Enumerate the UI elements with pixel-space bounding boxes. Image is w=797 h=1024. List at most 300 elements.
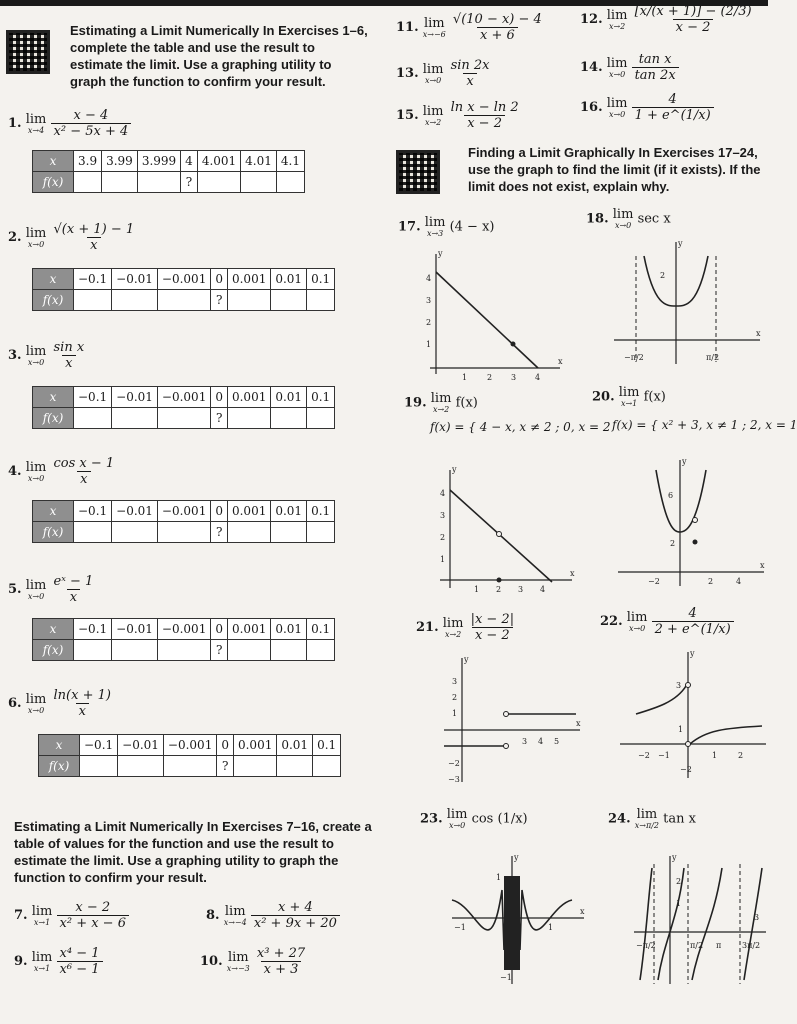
- tick-label: 3: [452, 677, 458, 686]
- lim-label: lim: [25, 577, 47, 593]
- problem-9: [14, 946, 103, 977]
- lim-label: lim: [422, 61, 444, 77]
- tick-label: −2: [680, 765, 692, 774]
- limit-expression: f(x): [643, 389, 666, 405]
- lim-sub: x→1: [33, 917, 51, 927]
- tick-label: 2: [440, 533, 446, 542]
- table-cell[interactable]: [163, 756, 216, 777]
- table-cell: 4: [181, 151, 198, 172]
- lim-sub: x→2: [432, 405, 450, 414]
- problem-number: 8.: [206, 908, 220, 923]
- lim-sub: x→π/2: [634, 821, 660, 830]
- denominator: x − 2: [464, 115, 505, 131]
- tick-label: 1: [712, 751, 718, 760]
- axis-label-y: y: [672, 853, 677, 862]
- lim-label: lim: [224, 903, 246, 919]
- table-cell: −0.1: [80, 735, 118, 756]
- lim-label: lim: [25, 343, 47, 359]
- open-point: [504, 712, 509, 717]
- graph-17: [410, 246, 570, 382]
- problem-20: [592, 386, 666, 408]
- table-cell[interactable]: [74, 522, 112, 543]
- problem-1: [8, 108, 131, 139]
- numerator: x⁴ − 1: [59, 946, 100, 961]
- lim-sub: x→2: [608, 21, 626, 31]
- table-cell: 3.99: [102, 151, 138, 172]
- table-cell: 0.1: [307, 619, 335, 640]
- table-x-header: x: [33, 619, 74, 640]
- table-x-header: x: [39, 735, 80, 756]
- tick-label: 2: [487, 373, 493, 382]
- lim-sub: x→0: [27, 705, 45, 715]
- table-cell[interactable]: [277, 756, 313, 777]
- table-cell: 0.001: [227, 501, 270, 522]
- problem-19: [404, 392, 478, 414]
- tan-branch: [692, 868, 722, 980]
- table-cell: −0.001: [163, 735, 216, 756]
- numerator: |x − 2|: [470, 612, 515, 627]
- numerator: x − 2: [75, 900, 111, 915]
- tick-label: 1: [496, 873, 502, 882]
- lim-label: lim: [424, 215, 446, 230]
- tick-label: 5: [554, 737, 560, 746]
- lim-label: lim: [25, 111, 47, 127]
- problem-3: [8, 340, 87, 371]
- problem-16: [580, 92, 714, 123]
- group3-instructions: [468, 144, 768, 195]
- table-cell[interactable]: [271, 290, 307, 311]
- table-cell: −0.1: [74, 269, 112, 290]
- denominator: x: [87, 237, 100, 253]
- problem-number: 11.: [396, 20, 419, 35]
- numerator: sin x: [53, 340, 85, 355]
- closed-point: [497, 578, 502, 583]
- denominator: x: [62, 355, 75, 371]
- lim-label: lim: [606, 7, 628, 23]
- group1-text: In Exercises 1–6, complete the table and use the result to estimate the limit. Use a graphing utility to graph the function to confirm your result.: [70, 23, 368, 89]
- problem-number: 5.: [8, 582, 22, 597]
- lim-label: lim: [618, 385, 640, 400]
- denominator: x² + 9x + 20: [251, 915, 340, 931]
- open-point: [497, 532, 502, 537]
- graph-18: [610, 236, 768, 376]
- lim-sub: x→0: [614, 221, 632, 230]
- table-fx-header: f(x): [33, 290, 74, 311]
- tick-label: 3: [676, 681, 682, 690]
- table-cell[interactable]: [307, 290, 335, 311]
- table-cell[interactable]: [157, 640, 210, 661]
- problem-number: 6.: [8, 696, 22, 711]
- lim-label: lim: [606, 55, 628, 71]
- denominator: x: [463, 73, 476, 89]
- numerator: [x/(x + 1)] − (2/3): [634, 4, 752, 19]
- axis-label-y: y: [678, 239, 683, 248]
- tick-label: 4: [440, 489, 446, 498]
- table-cell: ?: [211, 640, 228, 661]
- tick-label: π: [716, 941, 722, 950]
- tick-label: 3: [522, 737, 528, 746]
- table-cell: 4.01: [241, 151, 277, 172]
- lim-label: lim: [423, 15, 445, 31]
- table-x-header: x: [33, 269, 74, 290]
- problem-number: 15.: [396, 108, 419, 123]
- tan-branch: [744, 868, 762, 980]
- numerator: x + 4: [278, 900, 313, 915]
- table-cell[interactable]: [307, 408, 335, 429]
- lim-label: lim: [606, 95, 628, 111]
- lim-sub: x→3: [426, 229, 444, 238]
- table-cell[interactable]: [112, 408, 158, 429]
- problem-6: [8, 688, 114, 719]
- lim-sub: x→1: [620, 399, 638, 408]
- tick-label: −1: [500, 973, 512, 982]
- lim-label: lim: [227, 949, 249, 965]
- table-cell: ?: [211, 522, 228, 543]
- table-cell[interactable]: [233, 756, 276, 777]
- table-cell[interactable]: [227, 640, 270, 661]
- table-cell: −0.1: [74, 501, 112, 522]
- lim-sub: x→0: [27, 473, 45, 483]
- table-x-header: x: [33, 151, 74, 172]
- problem-number: 14.: [580, 60, 603, 75]
- problem-number: 21.: [416, 620, 439, 635]
- lim-sub: x→−6: [422, 29, 446, 39]
- problem-17: [398, 216, 494, 238]
- graph-19: [420, 464, 580, 600]
- tick-label: π/2: [706, 353, 720, 362]
- table-cell: 0.01: [271, 269, 307, 290]
- line-curve: [436, 272, 538, 368]
- point-marker: [511, 342, 516, 347]
- problem-23: [420, 808, 528, 830]
- table-cell[interactable]: [118, 756, 164, 777]
- tick-label: 3: [426, 296, 432, 305]
- value-table-2: [32, 268, 335, 311]
- open-point: [686, 683, 691, 688]
- tick-label: 4: [538, 737, 544, 746]
- table-cell: 4.1: [276, 151, 304, 172]
- table-cell[interactable]: [157, 408, 210, 429]
- table-cell[interactable]: [74, 172, 102, 193]
- tick-label: 3: [511, 373, 517, 382]
- qr-code-1[interactable]: [6, 30, 50, 74]
- table-cell[interactable]: [157, 290, 210, 311]
- table-cell: 3.999: [137, 151, 180, 172]
- table-cell[interactable]: [313, 756, 341, 777]
- table-cell[interactable]: [227, 522, 270, 543]
- graph-22: [616, 648, 768, 784]
- table-cell[interactable]: [227, 290, 270, 311]
- problem-number: 9.: [14, 954, 28, 969]
- table-cell[interactable]: [271, 408, 307, 429]
- denominator: tan 2x: [632, 67, 679, 83]
- group3-text: In Exercises 17–24, use the graph to find the limit (if it exists). If the limit does not exist, explain why.: [468, 145, 761, 194]
- problem-number: 4.: [8, 464, 22, 479]
- table-cell: 0.01: [271, 501, 307, 522]
- table-cell[interactable]: [112, 640, 158, 661]
- tick-label: 2: [660, 271, 666, 280]
- numerator: √(x + 1) − 1: [53, 222, 135, 237]
- group1-instructions: [70, 22, 370, 90]
- table-cell[interactable]: [112, 290, 158, 311]
- table-cell[interactable]: [307, 522, 335, 543]
- table-cell[interactable]: [112, 522, 158, 543]
- numerator: x − 4: [73, 108, 109, 123]
- lim-sub: x→−4: [223, 917, 247, 927]
- problem-number: 19.: [404, 395, 427, 411]
- right-branch: [690, 726, 762, 744]
- problem-2: [8, 222, 137, 253]
- axis-label-y: y: [690, 649, 695, 658]
- value-table-3: [32, 386, 335, 429]
- table-cell: −0.1: [74, 619, 112, 640]
- table-cell[interactable]: [137, 172, 180, 193]
- tan-branch: [640, 868, 652, 980]
- denominator: x: [67, 589, 80, 605]
- tick-label: 2: [708, 577, 714, 586]
- problem-number: 12.: [580, 12, 603, 27]
- table-cell[interactable]: [197, 172, 240, 193]
- numerator: sin 2x: [450, 58, 490, 73]
- problem-4: [8, 456, 117, 487]
- tick-label: 3: [754, 913, 760, 922]
- problem-number: 24.: [608, 811, 631, 827]
- problem-number: 2.: [8, 230, 22, 245]
- table-cell: −0.1: [74, 387, 112, 408]
- tick-label: 2: [670, 539, 676, 548]
- table-cell: 0.01: [277, 735, 313, 756]
- group2-text: In Exercises 7–16, create a table of values for the function and use the result to estimate the limit. Use a graphing utility to graph the function to confirm your result.: [14, 819, 372, 885]
- table-cell[interactable]: [307, 640, 335, 661]
- table-fx-header: f(x): [33, 522, 74, 543]
- limit-expression: f(x): [455, 395, 478, 411]
- tick-label: 3: [518, 585, 524, 594]
- piecewise-definition: f(x) = { x² + 3, x ≠ 1 ; 2, x = 1: [612, 418, 797, 432]
- group1-title: Estimating a Limit Numerically: [70, 23, 260, 38]
- graph-21: [440, 652, 590, 788]
- denominator: 1 + e^(1/x): [632, 107, 714, 123]
- table-cell: −0.001: [157, 619, 210, 640]
- table-cell[interactable]: [157, 522, 210, 543]
- table-cell: −0.001: [157, 269, 210, 290]
- problem-8: [206, 900, 340, 931]
- problem-5: [8, 574, 96, 605]
- numerator: ln x − ln 2: [450, 100, 519, 115]
- tick-label: 3π/2: [742, 941, 761, 950]
- tick-label: −π/2: [624, 353, 644, 362]
- graph-23: [448, 850, 598, 990]
- tick-label: 1: [452, 709, 458, 718]
- lim-sub: x→2: [424, 117, 442, 127]
- table-cell: 0: [211, 387, 228, 408]
- problem-number: 20.: [592, 389, 615, 405]
- problem-22: [600, 606, 734, 637]
- problem-number: 3.: [8, 348, 22, 363]
- table-cell[interactable]: [74, 408, 112, 429]
- table-cell: 4.001: [197, 151, 240, 172]
- tick-label: −2: [448, 759, 460, 768]
- tick-label: 2: [738, 751, 744, 760]
- table-cell: ?: [217, 756, 234, 777]
- lim-label: lim: [626, 609, 648, 625]
- denominator: x⁶ − 1: [57, 961, 103, 977]
- lim-sub: x→0: [27, 239, 45, 249]
- lim-sub: x→0: [448, 821, 466, 830]
- closed-point: [693, 540, 698, 545]
- tick-label: 2: [496, 585, 502, 594]
- table-x-header: x: [33, 501, 74, 522]
- lim-label: lim: [25, 225, 47, 241]
- problem-number: 7.: [14, 908, 28, 923]
- axis-label-x: x: [756, 329, 761, 338]
- tick-label: 2: [676, 877, 682, 886]
- lim-label: lim: [25, 459, 47, 475]
- table-cell: −0.01: [112, 619, 158, 640]
- numerator: cos x − 1: [53, 456, 115, 471]
- numerator: √(10 − x) − 4: [452, 12, 542, 27]
- axis-label-x: x: [570, 569, 575, 578]
- lim-sub: x→0: [27, 357, 45, 367]
- lim-sub: x→0: [628, 623, 646, 633]
- table-cell: 0: [211, 501, 228, 522]
- lim-label: lim: [446, 807, 468, 822]
- problem-18: [586, 208, 671, 230]
- problem-14: [580, 52, 679, 83]
- table-fx-header: f(x): [33, 640, 74, 661]
- tick-label: −π/2: [636, 941, 656, 950]
- table-cell[interactable]: [74, 640, 112, 661]
- table-cell[interactable]: [74, 290, 112, 311]
- value-table-5: [32, 618, 335, 661]
- open-point: [693, 518, 698, 523]
- table-cell: 0.001: [233, 735, 276, 756]
- open-point: [686, 742, 691, 747]
- tick-label: −1: [454, 923, 466, 932]
- lim-label: lim: [31, 949, 53, 965]
- denominator: x + 6: [477, 27, 518, 43]
- group2-instructions: [14, 818, 386, 886]
- oscillation-band: [504, 876, 520, 970]
- table-cell: 0.1: [307, 269, 335, 290]
- problem-number: 16.: [580, 100, 603, 115]
- denominator: 2 + e^(1/x): [652, 621, 734, 637]
- tick-label: 1: [474, 585, 480, 594]
- problem-15: [396, 100, 522, 131]
- lim-sub: x→2: [444, 629, 462, 639]
- axis-label-y: y: [452, 465, 457, 474]
- denominator: x: [76, 703, 89, 719]
- table-cell: −0.001: [157, 501, 210, 522]
- denominator: x² − 5x + 4: [51, 123, 132, 139]
- tick-label: 1: [426, 340, 432, 349]
- limit-expression: (4 − x): [449, 219, 495, 235]
- table-cell: ?: [181, 172, 198, 193]
- problem-11: [396, 12, 545, 43]
- table-cell[interactable]: [271, 640, 307, 661]
- problem-10: [200, 946, 308, 977]
- tick-label: 4: [540, 585, 546, 594]
- denominator: x − 2: [673, 19, 714, 35]
- lim-label: lim: [430, 391, 452, 406]
- table-cell[interactable]: [241, 172, 277, 193]
- value-table-1: [32, 150, 305, 193]
- table-cell: −0.01: [112, 501, 158, 522]
- numerator: eˣ − 1: [53, 574, 94, 589]
- table-cell[interactable]: [80, 756, 118, 777]
- problem-7: [14, 900, 129, 931]
- tick-label: 1: [548, 923, 554, 932]
- axis-label-x: x: [558, 357, 563, 366]
- value-table-6: [38, 734, 341, 777]
- graph-24: [630, 850, 768, 990]
- table-cell: 0.001: [227, 619, 270, 640]
- lim-label: lim: [31, 903, 53, 919]
- axis-label-y: y: [514, 853, 519, 862]
- table-cell[interactable]: [102, 172, 138, 193]
- table-cell: 0.01: [271, 619, 307, 640]
- table-cell: −0.01: [118, 735, 164, 756]
- lim-label: lim: [422, 103, 444, 119]
- axis-label-y: y: [438, 249, 443, 258]
- tick-label: −1: [658, 751, 670, 760]
- value-table-4: [32, 500, 335, 543]
- left-branch: [636, 686, 686, 714]
- table-cell: 0.1: [307, 387, 335, 408]
- denominator: x − 2: [472, 627, 513, 643]
- lim-sub: x→0: [608, 109, 626, 119]
- table-fx-header: f(x): [33, 408, 74, 429]
- problem-number: 13.: [396, 66, 419, 81]
- table-cell[interactable]: [271, 522, 307, 543]
- numerator: tan x: [638, 52, 672, 67]
- tick-label: 1: [678, 725, 684, 734]
- denominator: x: [77, 471, 90, 487]
- table-x-header: x: [33, 387, 74, 408]
- tick-label: 6: [668, 491, 674, 500]
- table-cell: 0: [211, 269, 228, 290]
- lim-sub: x→0: [608, 69, 626, 79]
- limit-expression: sec x: [637, 211, 671, 227]
- axis-label-y: y: [464, 655, 469, 664]
- table-cell: ?: [211, 290, 228, 311]
- piecewise-definition: f(x) = { 4 − x, x ≠ 2 ; 0, x = 2: [430, 420, 611, 434]
- table-cell: 0.001: [227, 269, 270, 290]
- table-cell: 0.1: [313, 735, 341, 756]
- table-cell[interactable]: [227, 408, 270, 429]
- problem-21: [416, 612, 517, 643]
- group3-title: Finding a Limit Graphically: [468, 145, 635, 160]
- problem-number: 22.: [600, 614, 623, 629]
- numerator: 4: [668, 92, 677, 107]
- tick-label: −2: [648, 577, 660, 586]
- table-cell: −0.001: [157, 387, 210, 408]
- tick-label: 4: [736, 577, 742, 586]
- numerator: 4: [688, 606, 697, 621]
- table-cell: 0.01: [271, 387, 307, 408]
- problem-number: 1.: [8, 116, 22, 131]
- numerator: ln(x + 1): [53, 688, 111, 703]
- tick-label: 2: [452, 693, 458, 702]
- table-cell: 0: [217, 735, 234, 756]
- table-cell[interactable]: [276, 172, 304, 193]
- qr-code-2[interactable]: [396, 150, 440, 194]
- limit-expression: tan x: [663, 811, 696, 827]
- lim-label: lim: [25, 691, 47, 707]
- table-fx-header: f(x): [39, 756, 80, 777]
- table-cell: 3.9: [74, 151, 102, 172]
- lim-sub: x→1: [33, 963, 51, 973]
- tick-label: −3: [448, 775, 460, 784]
